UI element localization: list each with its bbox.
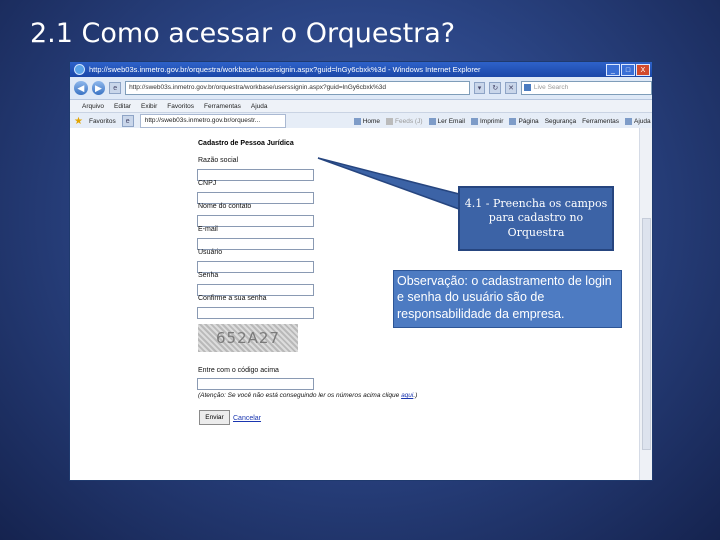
field-label-contact-name: Nome do contato [198, 203, 252, 210]
printer-icon [471, 118, 478, 125]
menu-item[interactable]: Editar [114, 102, 132, 110]
menu-item[interactable]: Arquivo [82, 102, 105, 110]
captcha-image: 652A27 [198, 324, 298, 352]
read-mail-label: Ler Email [437, 117, 465, 125]
browser-tab[interactable]: http://sweb03s.inmetro.gov.br/orquestr... [140, 114, 286, 128]
home-icon [354, 118, 361, 125]
captcha-help-note [198, 392, 417, 399]
field-label-password: Senha [198, 272, 219, 279]
menu-item[interactable]: Exibir [141, 102, 158, 110]
field-label-user: Usuário [198, 249, 223, 256]
page-menu-icon [509, 118, 516, 125]
page-menu-button[interactable] [509, 118, 538, 125]
home-label: Home [362, 117, 381, 125]
print-label: Imprimir [479, 117, 504, 125]
note-text: (Atenção: Se você não está conseguindo ler os números acima clique [198, 392, 402, 399]
captcha-label: Entre com o código acima [198, 367, 279, 374]
read-mail-button[interactable] [429, 118, 465, 125]
tab-page-icon: e [122, 115, 134, 127]
page-icon: e [109, 82, 121, 94]
feeds-icon [386, 118, 393, 125]
submit-button[interactable]: Enviar [199, 410, 230, 425]
scrollbar-thumb[interactable] [642, 218, 651, 450]
field-label-email: E-mail [198, 226, 218, 233]
tools-label: Ferramentas [582, 117, 619, 125]
stop-icon[interactable]: ✕ [505, 82, 517, 94]
confirm-password-input[interactable] [197, 307, 314, 319]
menu-bar [70, 100, 652, 113]
favorites-star-icon[interactable]: ★ [74, 115, 83, 127]
dropdown-icon[interactable]: ▾ [474, 82, 486, 94]
tools-menu-button[interactable] [582, 118, 619, 125]
window-title: http://sweb03s.inmetro.gov.br/orquestra/workbase/usuersignin.aspx?guid=lnGy6cbxk%3d - Windows Internet Explorer [89, 65, 481, 74]
cancel-link[interactable]: Cancelar [233, 415, 262, 422]
ie-logo-icon [74, 64, 85, 75]
refresh-icon[interactable]: ↻ [489, 82, 501, 94]
help-menu-button[interactable] [625, 118, 651, 125]
observation-callout: Observação: o cadastramento de login e senha do usuário são de responsabilidade da empresa. [393, 270, 622, 328]
help-label: Ajuda [634, 117, 651, 125]
feeds-label: Feeds (J) [395, 117, 423, 125]
mail-icon [429, 118, 436, 125]
step-callout: 4.1 - Preencha os campos para cadastro no Orquestra [458, 186, 614, 251]
field-label-confirm-password: Confirme a sua senha [198, 295, 267, 302]
security-label: Segurança [544, 117, 577, 125]
back-arrow-icon[interactable]: ◀ [74, 81, 88, 95]
print-button[interactable] [471, 118, 503, 125]
maximize-button[interactable]: □ [621, 64, 635, 76]
menu-item[interactable]: Favoritos [167, 102, 195, 110]
menu-item[interactable]: Ferramentas [204, 102, 241, 110]
search-input[interactable]: Live Search [521, 81, 652, 95]
captcha-input[interactable] [197, 378, 314, 390]
menu-item[interactable]: Ajuda [250, 102, 268, 110]
vertical-scrollbar[interactable] [639, 128, 652, 480]
address-input[interactable]: http://sweb03s.inmetro.gov.br/orquestra/workbase/userssignin.aspx?guid=lnGy6cbxk%3d [125, 81, 470, 95]
help-icon [625, 118, 632, 125]
close-button[interactable]: X [636, 64, 650, 76]
captcha-refresh-link[interactable]: aqui [401, 392, 414, 399]
home-button[interactable] [354, 118, 380, 125]
form-title: Cadastro de Pessoa Jurídica [198, 140, 294, 147]
feeds-button[interactable] [386, 118, 422, 125]
slide-title: 2.1 Como acessar o Orquestra? [30, 18, 456, 49]
favorites-button[interactable]: Favoritos [88, 117, 116, 125]
field-label-razao-social: Razão social [198, 157, 239, 164]
minimize-button[interactable]: _ [606, 64, 620, 76]
field-label-cnpj: CNPJ [198, 180, 217, 187]
page-menu-label: Página [518, 117, 539, 125]
security-menu-button[interactable] [545, 118, 576, 125]
address-bar-row [70, 77, 652, 100]
window-titlebar [70, 62, 652, 77]
note-end: .) [413, 392, 418, 399]
forward-arrow-icon[interactable]: ▶ [92, 81, 106, 95]
